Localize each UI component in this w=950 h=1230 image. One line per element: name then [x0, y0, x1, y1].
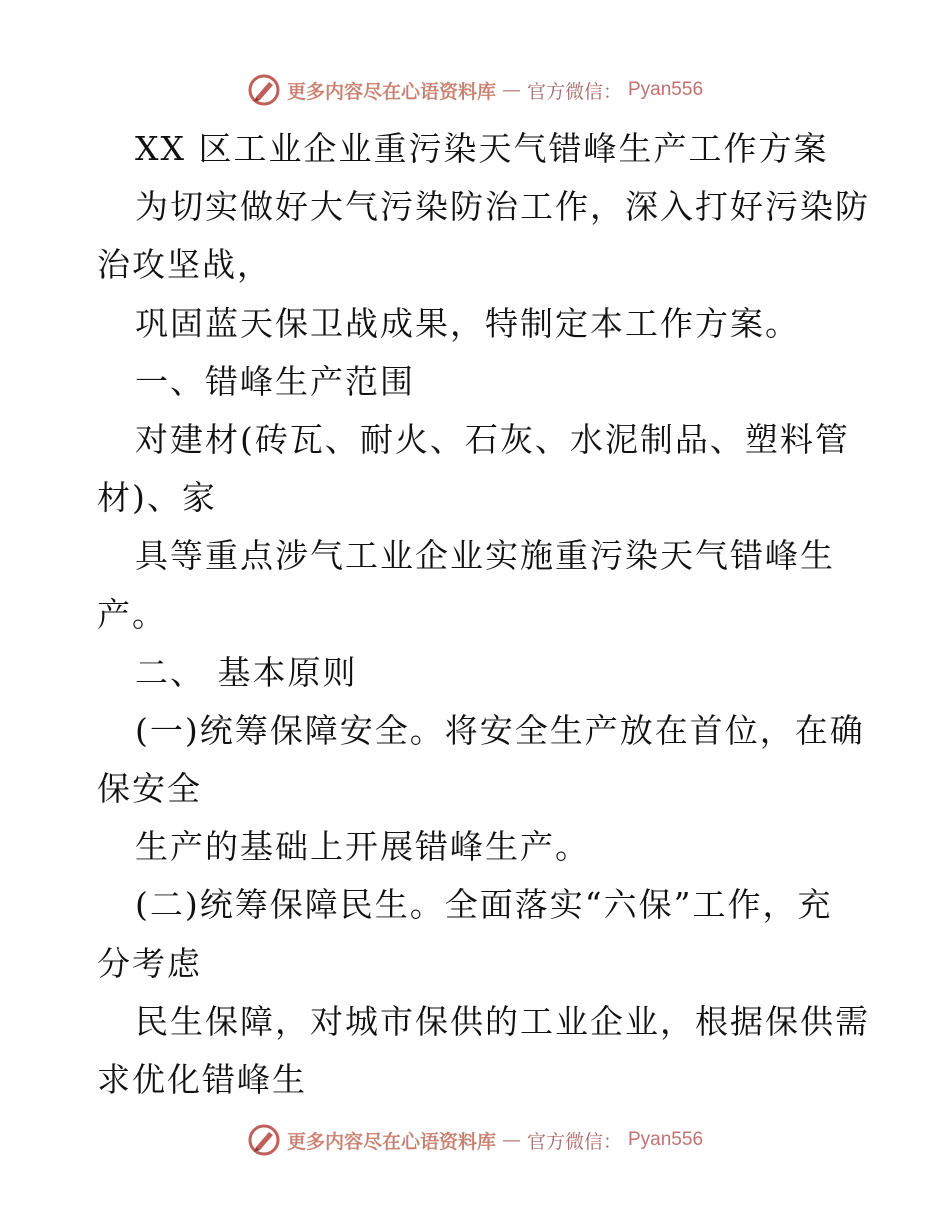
watermark-separator: — [501, 79, 521, 101]
text-line: 生产的基础上开展错峰生产。 [135, 827, 590, 867]
text-line: (一)统筹保障安全。将安全生产放在首位，在确 [135, 710, 865, 750]
text-line: (二)统筹保障民生。全面落实“六保”工作，充 [135, 885, 833, 925]
watermark-main-text: 更多内容尽在心语资料库 [286, 80, 496, 103]
document-body [97, 120, 870, 1109]
text-line: 分考虑 [97, 943, 202, 983]
watermark-wechat-id: Pyan556 [628, 79, 704, 100]
watermark-footer [0, 1120, 950, 1160]
watermark-wechat-id: Pyan556 [628, 1129, 704, 1150]
text-line: 为切实做好大气污染防治工作，深入打好污染防 [135, 187, 870, 227]
text-line: 二、 基本原则 [135, 652, 358, 692]
text-line: 产。 [97, 594, 167, 634]
text-line: XX 区工业企业重污染天气错峰生产工作方案 [135, 129, 829, 168]
text-line: 对建材(砖瓦、耐火、石灰、水泥制品、塑料管 [135, 419, 850, 459]
watermark-prefix: 官方微信： [526, 80, 622, 103]
text-line: 材)、家 [97, 478, 217, 518]
text-line: 一、错峰生产范围 [135, 361, 415, 401]
pen-logo-icon [247, 73, 281, 107]
watermark-main-text: 更多内容尽在心语资料库 [286, 1130, 496, 1153]
watermark-header [0, 70, 950, 110]
pen-logo-icon [247, 1123, 281, 1157]
text-line: 巩固蓝天保卫战成果，特制定本工作方案。 [135, 303, 800, 343]
watermark-prefix: 官方微信： [526, 1130, 622, 1153]
text-line: 具等重点涉气工业企业实施重污染天气错峰生 [135, 536, 835, 576]
text-line: 保安全 [97, 769, 202, 809]
text-line: 治攻坚战， [97, 245, 272, 285]
text-line: 民生保障，对城市保供的工业企业，根据保供需 [135, 1001, 870, 1041]
watermark-separator: — [501, 1129, 521, 1151]
text-line: 求优化错峰生 [97, 1060, 307, 1099]
